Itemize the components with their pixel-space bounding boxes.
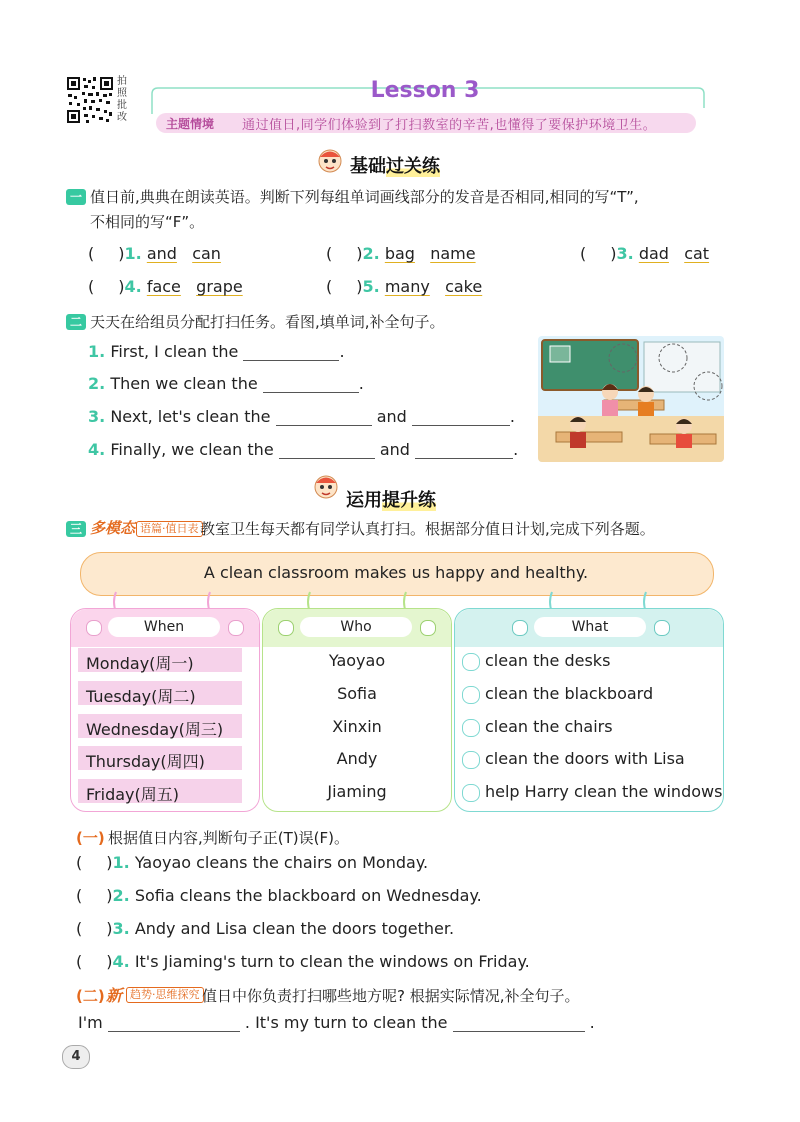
answer-paren-close[interactable]: ) — [106, 952, 113, 971]
item-num: 4. — [112, 952, 130, 971]
ring-hole — [512, 620, 528, 636]
sub1-label: (一) — [76, 829, 105, 847]
section2-title — [346, 486, 436, 512]
item-end: . — [509, 407, 515, 426]
item-num: 2. — [112, 886, 130, 905]
item-end: . — [339, 342, 345, 361]
section2-title-a: 运用 — [346, 490, 382, 511]
classroom-illustration — [538, 336, 724, 462]
answer-blank[interactable] — [412, 409, 510, 426]
part2-item-2 — [88, 374, 364, 393]
item-text: Yaoyao cleans the chairs on Monday. — [134, 853, 429, 872]
item-text: Sofia cleans the blackboard on Wednesday. — [134, 886, 482, 905]
word: cat — [684, 244, 710, 263]
who-wednesday: Xinxin — [332, 717, 382, 736]
sub2-sentence — [78, 1013, 595, 1032]
part3-badge: 三 — [66, 521, 86, 537]
word: name — [430, 244, 476, 263]
word: dad — [638, 244, 669, 263]
item-text: Next, let's clean the — [110, 407, 271, 426]
part2-instruction: 天天在给组员分配打扫任务。看图,填单词,补全句子。 — [90, 313, 445, 331]
who-tuesday: Sofia — [337, 684, 377, 703]
part1-instruction-line2: 不相同的写“F”。 — [90, 213, 205, 231]
sub1-instruction: 根据值日内容,判断句子正(T)误(F)。 — [108, 829, 349, 847]
answer-paren-open[interactable]: ( — [76, 919, 83, 938]
part3-instruction: 教室卫生每天都有同学认真打扫。根据部分值日计划,完成下列各题。 — [200, 520, 655, 538]
when-tuesday: Tuesday(周二) — [86, 687, 196, 706]
item-num: 2. — [362, 244, 380, 263]
word: and — [146, 244, 177, 263]
word: bag — [384, 244, 415, 263]
part1-item-4 — [88, 277, 243, 296]
when-wednesday: Wednesday(周三) — [86, 720, 224, 739]
section1-title-a: 基础 — [350, 156, 386, 177]
what-tuesday: clean the blackboard — [485, 684, 654, 703]
answer-paren-open[interactable]: ( — [76, 952, 83, 971]
what-friday: help Harry clean the windows — [485, 782, 723, 801]
item-end: . — [358, 374, 364, 393]
answer-blank[interactable] — [415, 442, 513, 459]
part1-instruction-line1: 值日前,典典在朗读英语。判断下列每组单词画线部分的发音是否相同,相同的写“T”, — [90, 188, 639, 206]
answer-paren-open[interactable]: ( — [76, 886, 83, 905]
item-text: First, I clean the — [110, 342, 239, 361]
answer-paren-open[interactable]: ( — [76, 853, 83, 872]
schedule-banner-text: A clean classroom makes us happy and healthy. — [203, 563, 589, 582]
ring-hole — [278, 620, 294, 636]
theme-label: 主题情境 — [166, 117, 215, 131]
qr-code-icon[interactable] — [66, 76, 114, 124]
item-num: 4. — [88, 440, 106, 459]
sub1-item-1 — [76, 853, 428, 872]
section1-title-b: 过关练 — [386, 156, 440, 177]
part3-tag-sub: 语篇·值日表 — [136, 521, 203, 537]
sub1-item-2 — [76, 886, 482, 905]
answer-paren-close[interactable]: ) — [106, 919, 113, 938]
bullet-circle-icon — [462, 784, 480, 802]
theme-text: 通过值日,同学们体验到了打扫教室的辛苦,也懂得了要保护环境卫生。 — [242, 118, 657, 133]
bullet-circle-icon — [462, 719, 480, 737]
sub1-item-4 — [76, 952, 530, 971]
sub2-instruction: 值日中你负责打扫哪些地方呢? 根据实际情况,补全句子。 — [202, 987, 580, 1005]
who-thursday: Andy — [336, 749, 378, 768]
mascot-icon — [316, 146, 344, 174]
sub1-item-3 — [76, 919, 454, 938]
ring-hole — [420, 620, 436, 636]
bullet-circle-icon — [462, 653, 480, 671]
who-friday: Jiaming — [327, 782, 387, 801]
what-monday: clean the desks — [485, 651, 611, 670]
part3-tag-main: 多模态 — [90, 519, 136, 537]
sub2-label: (二) — [76, 987, 105, 1005]
item-text: Andy and Lisa clean the doors together. — [134, 919, 455, 938]
who-column-title: Who — [300, 617, 412, 637]
answer-paren-close[interactable]: ) — [356, 244, 363, 263]
sub2-tag-main: 新 — [106, 986, 123, 1005]
item-text: Finally, we clean the — [110, 440, 274, 459]
part2-item-4 — [88, 440, 518, 459]
item-and: and — [379, 440, 410, 459]
qr-side-text: 拍照批改 — [117, 76, 127, 123]
what-column-title: What — [534, 617, 646, 637]
item-text: Then we clean the — [110, 374, 258, 393]
answer-blank[interactable] — [263, 376, 359, 393]
answer-paren-open[interactable]: ( — [88, 277, 95, 296]
word: can — [192, 244, 221, 263]
who-monday: Yaoyao — [328, 651, 386, 670]
answer-blank[interactable] — [108, 1015, 240, 1032]
part1-item-5 — [326, 277, 482, 296]
item-num: 1. — [88, 342, 106, 361]
what-wednesday: clean the chairs — [485, 717, 613, 736]
word: cake — [445, 277, 483, 296]
part2-item-3 — [88, 407, 515, 426]
bullet-circle-icon — [462, 751, 480, 769]
item-num: 4. — [124, 277, 142, 296]
item-num: 3. — [88, 407, 106, 426]
item-end: . — [513, 440, 519, 459]
word: grape — [196, 277, 243, 296]
item-num: 5. — [362, 277, 380, 296]
ring-hole — [654, 620, 670, 636]
sentence-part-c: . — [589, 1013, 595, 1032]
part2-badge: 二 — [66, 314, 86, 330]
answer-paren-close[interactable]: ) — [610, 244, 617, 263]
lesson-title: Lesson 3 — [370, 78, 480, 103]
when-column-title: When — [108, 617, 220, 637]
part2-item-1 — [88, 342, 345, 361]
when-friday: Friday(周五) — [86, 785, 179, 804]
item-num: 1. — [112, 853, 130, 872]
when-thursday: Thursday(周四) — [86, 752, 205, 771]
item-num: 2. — [88, 374, 106, 393]
answer-paren-close[interactable]: ) — [118, 244, 125, 263]
item-text: It's Jiaming's turn to clean the windows on Friday. — [134, 952, 530, 971]
item-and: and — [376, 407, 407, 426]
mascot-icon — [312, 472, 340, 500]
answer-paren-open[interactable]: ( — [326, 244, 333, 263]
answer-paren-close[interactable]: ) — [356, 277, 363, 296]
part1-item-1 — [88, 244, 221, 263]
part1-item-2 — [326, 244, 476, 263]
word: face — [146, 277, 181, 296]
answer-blank[interactable] — [453, 1015, 585, 1032]
ring-hole — [86, 620, 102, 636]
answer-paren-open[interactable]: ( — [326, 277, 333, 296]
what-thursday: clean the doors with Lisa — [485, 749, 685, 768]
answer-paren-open[interactable]: ( — [580, 244, 587, 263]
item-num: 3. — [616, 244, 634, 263]
answer-paren-close[interactable]: ) — [106, 853, 113, 872]
answer-paren-open[interactable]: ( — [88, 244, 95, 263]
section2-title-b: 提升练 — [382, 490, 436, 511]
bullet-circle-icon — [462, 686, 480, 704]
sub2-tag-sub: 趋势·思维探究 — [126, 987, 204, 1003]
when-monday: Monday(周一) — [86, 654, 194, 673]
answer-blank[interactable] — [279, 442, 375, 459]
answer-paren-close[interactable]: ) — [106, 886, 113, 905]
sentence-part-b: . It's my turn to clean the — [244, 1013, 448, 1032]
answer-blank[interactable] — [243, 344, 339, 361]
page-number: 4 — [62, 1045, 90, 1069]
item-num: 1. — [124, 244, 142, 263]
section1-title — [350, 152, 440, 178]
part1-badge: 一 — [66, 189, 86, 205]
item-num: 3. — [112, 919, 130, 938]
answer-paren-close[interactable]: ) — [118, 277, 125, 296]
answer-blank[interactable] — [276, 409, 372, 426]
sentence-part-a: I'm — [78, 1013, 103, 1032]
part1-item-3 — [580, 244, 709, 263]
ring-hole — [228, 620, 244, 636]
word: many — [384, 277, 430, 296]
